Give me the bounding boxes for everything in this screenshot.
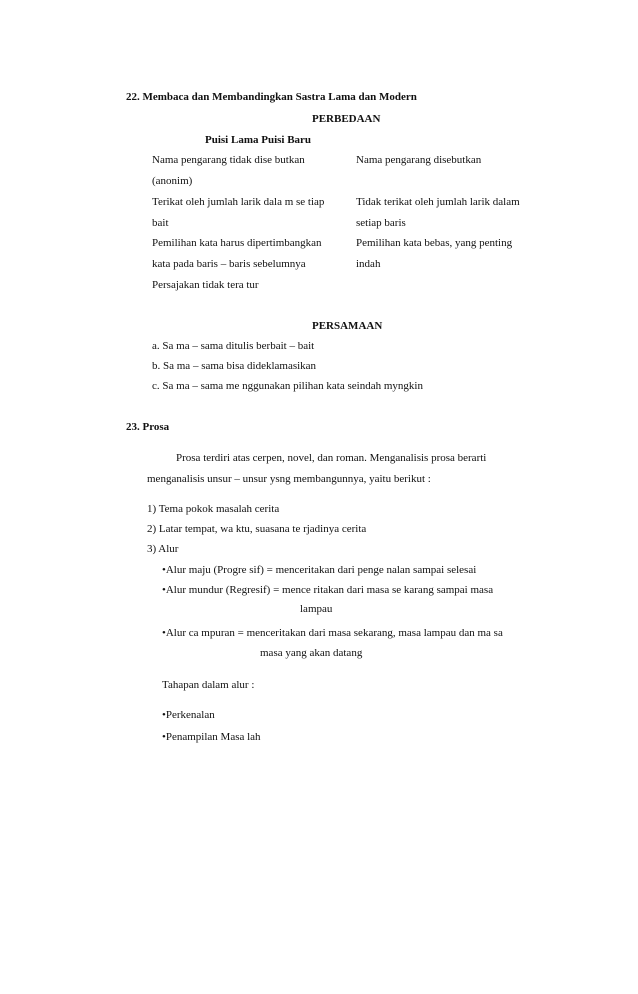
latar-line: 2) Latar tempat, wa ktu, suasana te rjadinya cerita [147,523,367,535]
list-item: •Alur ca mpuran = menceritakan dari masa sekarang, masa lampau dan ma sa [162,627,503,639]
row-left: (anonim) [152,175,193,187]
row-right: Tidak terikat oleh jumlah larik dalam [356,196,520,208]
section-22-heading: 22. Membaca dan Membandingkan Sastra Lama dan Modern [126,91,417,103]
row-left: bait [152,217,169,229]
list-item: •Alur maju (Progre sif) = menceritakan dari penge nalan sampai selesai [162,564,477,576]
row-left: Nama pengarang tidak dise butkan [152,154,305,166]
row-left: Pemilihan kata harus dipertimbangkan [152,237,322,249]
list-item-continuation: lampau [300,603,333,615]
row-right: indah [356,258,381,270]
persamaan-title: PERSAMAAN [312,320,383,332]
list-item-continuation: masa yang akan datang [260,647,363,659]
list-item: b. Sa ma – sama bisa dideklamasikan [152,360,317,372]
tema-line: 1) Tema pokok masalah cerita [147,503,280,515]
list-item: a. Sa ma – sama ditulis berbait – bait [152,340,315,352]
row-right: Nama pengarang disebutkan [356,154,482,166]
paragraph-line: Prosa terdiri atas cerpen, novel, dan roman. Menganalisis prosa berarti [176,452,487,464]
list-item: •Perkenalan [162,709,215,721]
section-23-heading: 23. Prosa [126,421,170,433]
alur-line: 3) Alur [147,543,179,555]
row-left: Persajakan tidak tera tur [152,279,259,291]
list-item: •Penampilan Masa lah [162,731,261,743]
list-item: •Alur mundur (Regresif) = mence ritakan dari masa se karang sampai masa [162,584,494,596]
row-right: setiap baris [356,217,406,229]
row-left: kata pada baris – baris sebelumnya [152,258,306,270]
column-headers: Puisi Lama Puisi Baru [205,134,312,146]
paragraph-line: menganalisis unsur – unsur ysng membangunnya, yaitu berikut : [147,473,431,485]
row-right: Pemilihan kata bebas, yang penting [356,237,513,249]
row-left: Terikat oleh jumlah larik dala m se tiap [152,196,325,208]
perbedaan-title: PERBEDAAN [312,113,381,125]
list-item: c. Sa ma – sama me nggunakan pilihan kata seindah myngkin [152,380,423,392]
tahapan-label: Tahapan dalam alur : [162,679,255,691]
